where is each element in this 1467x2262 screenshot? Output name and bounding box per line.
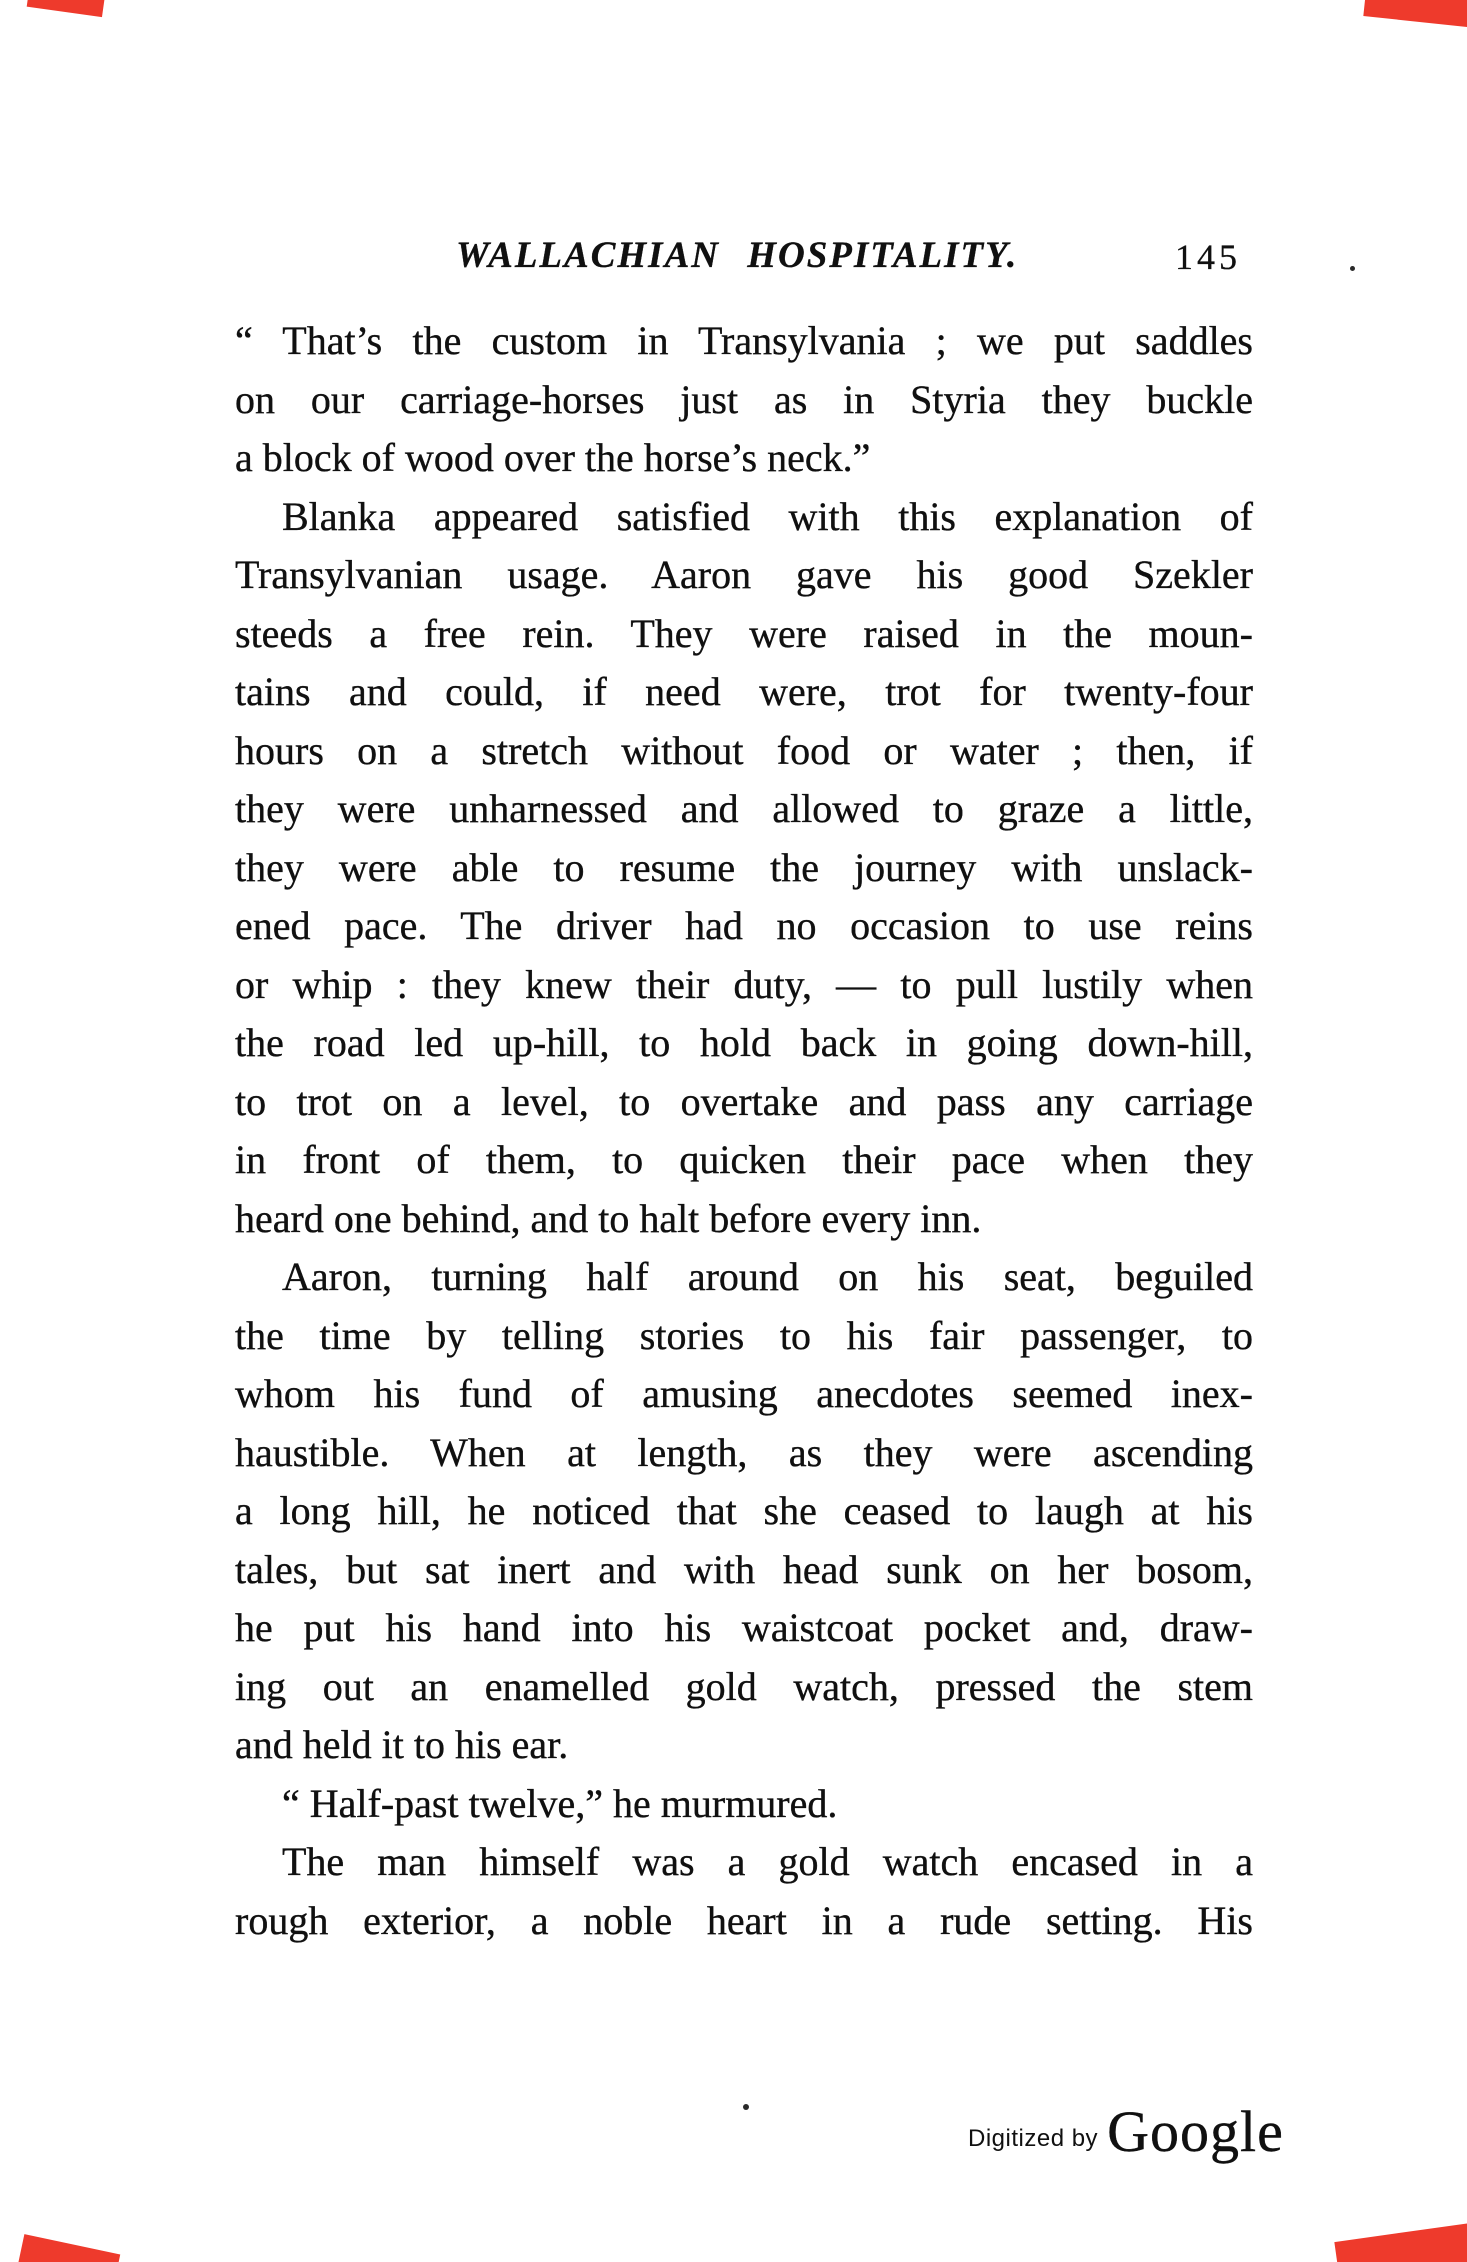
scan-speck [1350, 266, 1355, 271]
text-line: or whip : they knew their duty, — to pull lustily when [235, 961, 1253, 1007]
text-line: rough exterior, a noble heart in a rude setting. His [235, 1897, 1253, 1943]
text-line: a long hill, he noticed that she ceased to laugh at his [235, 1488, 1253, 1533]
text-line: whom his fund of amusing anecdotes seemed inex- [235, 1371, 1253, 1416]
page-body-text [235, 312, 1253, 1950]
text-line: steeds a free rein. They were raised in the moun- [235, 610, 1253, 656]
text-line: he put his hand into his waistcoat pocket and, draw- [235, 1605, 1253, 1650]
text-line: hours on a stretch without food or water ; then, if [235, 727, 1253, 773]
text-line: they were able to resume the journey with unslack- [235, 844, 1253, 890]
text-line: and held it to his ear. [235, 1722, 569, 1767]
scan-corner-artifact [1334, 2222, 1467, 2262]
text-line: they were unharnessed and allowed to graze a little, [235, 786, 1253, 831]
scan-corner-artifact [18, 2234, 121, 2262]
text-line: the road led up-hill, to hold back in going down-hill, [235, 1020, 1253, 1065]
text-line: Aaron, turning half around on his seat, beguiled [282, 1254, 1253, 1299]
text-line: heard one behind, and to halt before every inn. [235, 1195, 982, 1241]
scan-speck [743, 2104, 749, 2110]
text-line: to trot on a level, to overtake and pass any carriage [235, 1078, 1253, 1124]
text-line: on our carriage-horses just as in Styria they buckle [235, 376, 1253, 422]
text-line: “ Half-past twelve,” he murmured. [282, 1780, 838, 1826]
text-line: ened pace. The driver had no occasion to use reins [235, 903, 1253, 948]
google-wordmark: Google [1107, 2099, 1284, 2164]
text-line: a block of wood over the horse’s neck.” [235, 435, 871, 480]
digitized-by-label: Digitized by [968, 2125, 1099, 2152]
page-header-title: WALLACHIAN HOSPITALITY. [456, 235, 1019, 276]
text-line: haustible. When at length, as they were ascending [235, 1429, 1253, 1475]
text-line: “ That’s the custom in Transylvania ; we put saddles [235, 318, 1253, 363]
text-line: ing out an enamelled gold watch, pressed the stem [235, 1663, 1253, 1709]
text-line: in front of them, to quicken their pace when they [235, 1137, 1253, 1182]
page-number: 145 [1175, 237, 1241, 277]
text-line: tales, but sat inert and with head sunk on her bosom, [235, 1546, 1253, 1592]
scan-corner-artifact [1363, 0, 1467, 28]
text-line: Blanka appeared satisfied with this explanation of [282, 493, 1253, 539]
text-line: tains and could, if need were, trot for twenty-four [235, 669, 1253, 714]
text-line: The man himself was a gold watch encased in a [282, 1839, 1253, 1884]
scan-corner-artifact [27, 0, 106, 17]
text-line: Transylvanian usage. Aaron gave his good Szekler [235, 552, 1253, 597]
digitization-credit [968, 2098, 1284, 2165]
text-line: the time by telling stories to his fair passenger, to [235, 1312, 1253, 1358]
